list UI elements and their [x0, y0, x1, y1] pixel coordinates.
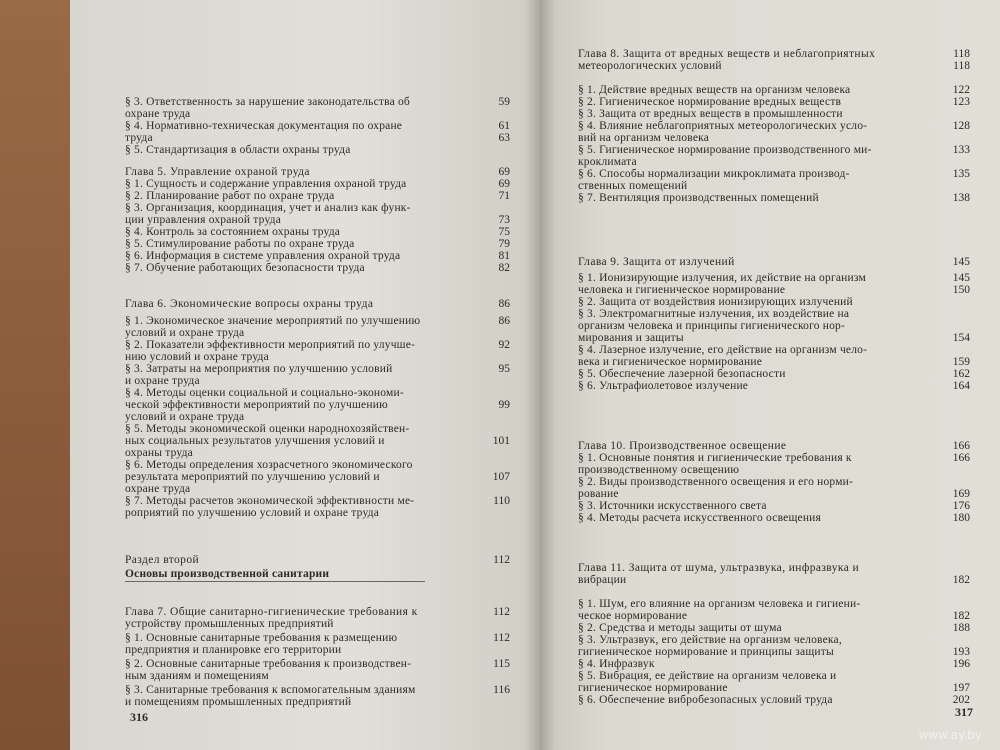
- toc-line: мирования и защиты: [578, 332, 684, 344]
- open-book: [20, 0, 1000, 750]
- toc-line: Глава 6. Экономические вопросы охраны труда: [125, 298, 374, 310]
- toc-line: и помещениям промышленных предприятий: [125, 696, 352, 708]
- toc-line: § 4. Методы расчета искусственного освещения: [578, 512, 822, 524]
- toc-line: § 1. Шум, его влияние на организм человека и гигиени-: [578, 598, 861, 610]
- toc-line: § 4. Лазерное излучение, его действие на организм чело-: [578, 344, 868, 356]
- toc-line: § 3. Защита от вредных веществ в промышленности: [578, 108, 843, 120]
- toc-line: § 5. Вибрация, ее действие на организм человека и: [578, 670, 837, 682]
- toc-line: § 7. Методы расчетов экономической эффективности ме-: [125, 495, 415, 507]
- toc-page-number: 118: [953, 60, 970, 72]
- toc-line: метеорологических условий: [578, 60, 722, 72]
- toc-line: нию условий и охране труда: [125, 351, 269, 363]
- toc-line: § 2. Основные санитарные требования к производствен-: [125, 658, 412, 670]
- toc-page-number: 166: [952, 440, 970, 452]
- toc-line: условий и охране труда: [125, 411, 245, 423]
- toc-line: результата мероприятий по улучшению условий и: [125, 471, 380, 483]
- toc-line: кроклимата: [578, 156, 637, 168]
- toc-page-number: 196: [952, 658, 970, 670]
- toc-page-number: 133: [952, 144, 970, 156]
- toc-line: охране труда: [125, 483, 191, 495]
- toc-line: § 2. Виды производственного освещения и его норми-: [578, 476, 854, 488]
- toc-page-number: 79: [498, 238, 510, 250]
- toc-page-number: 86: [498, 298, 510, 310]
- toc-line: ческой эффективности мероприятий по улучшению: [125, 399, 388, 411]
- toc-line: § 3. Электромагнитные излучения, их воздействие на: [578, 308, 850, 320]
- toc-line: § 1. Основные санитарные требования к размещению: [125, 632, 398, 644]
- toc-line: § 3. Организация, координация, учет и анализ как функ-: [125, 202, 411, 214]
- toc-page-number: 176: [952, 500, 970, 512]
- toc-page-number: 82: [498, 262, 510, 274]
- toc-page-number: 162: [952, 368, 970, 380]
- toc-line: производственному освещению: [578, 464, 740, 476]
- toc-page-number: 112: [493, 632, 510, 644]
- toc-page-number: 92: [498, 339, 510, 351]
- toc-line: условий и охране труда: [125, 327, 245, 339]
- toc-page-number: 197: [952, 682, 970, 694]
- toc-page-number: 154: [952, 332, 970, 344]
- toc-page-number: 118: [953, 48, 970, 60]
- toc-page-number: 166: [952, 452, 970, 464]
- toc-line: охраны труда: [125, 447, 193, 459]
- toc-line: ственных помещений: [578, 180, 688, 192]
- toc-line: § 7. Обучение работающих безопасности труда: [125, 262, 365, 274]
- toc-page-number: 180: [952, 512, 970, 524]
- toc-page-number: 107: [492, 471, 510, 483]
- left-page: [70, 0, 540, 750]
- toc-line: § 4. Методы оценки социальной и социально-экономи-: [125, 387, 404, 399]
- toc-line: века и гигиеническое нормирование: [578, 356, 763, 368]
- toc-line: устройству промышленных предприятий: [125, 618, 334, 630]
- toc-line: § 5. Методы экономической оценки народнохозяйствен-: [125, 423, 410, 435]
- toc-page-number: 202: [952, 694, 970, 706]
- toc-line: труда: [125, 132, 153, 144]
- toc-line: вий на организм человека: [578, 132, 710, 144]
- toc-page-number: 123: [952, 96, 970, 108]
- toc-line: организм человека и принципы гигиенического нор-: [578, 320, 846, 332]
- toc-line: § 2. Защита от воздействия ионизирующих излучений: [578, 296, 853, 308]
- toc-page-number: 193: [952, 646, 970, 658]
- toc-page-number: 75: [498, 226, 510, 238]
- toc-line: § 4. Влияние неблагоприятных метеорологических усло-: [578, 120, 868, 132]
- toc-page-number: 164: [952, 380, 970, 392]
- toc-line: § 5. Гигиеническое нормирование производственного ми-: [578, 144, 872, 156]
- toc-line: § 6. Информация в системе управления охраной труда: [125, 250, 401, 262]
- toc-line: § 6. Обеспечение вибробезопасных условий труда: [578, 694, 833, 706]
- toc-line: § 6. Методы определения хозрасчетного экономического: [125, 459, 413, 471]
- page-number: 317: [955, 705, 973, 719]
- toc-line: ных социальных результатов улучшения условий и: [125, 435, 385, 447]
- book-gutter: [525, 0, 555, 750]
- toc-line: Глава 5. Управление охраной труда: [125, 166, 310, 178]
- toc-line: ным зданиям и помещениям: [125, 670, 269, 682]
- toc-line: § 1. Действие вредных веществ на организм человека: [578, 84, 851, 96]
- toc-line: Глава 9. Защита от излучений: [578, 256, 735, 268]
- toc-line: § 2. Показатели эффективности мероприятий по улучше-: [125, 339, 416, 351]
- toc-page-number: 61: [498, 120, 510, 132]
- toc-line: гигиеническое нормирование и принципы защиты: [578, 646, 834, 658]
- toc-line: ческое нормирование: [578, 610, 688, 622]
- toc-page-number: 69: [498, 166, 510, 178]
- toc-page-number: 169: [952, 488, 970, 500]
- toc-page-number: 150: [952, 284, 970, 296]
- toc-line: ции управления охраной труда: [125, 214, 282, 226]
- right-page: [540, 0, 1000, 750]
- toc-line: § 3. Затраты на мероприятия по улучшению условий: [125, 363, 393, 375]
- toc-page-number: 145: [952, 272, 970, 284]
- toc-page-number: 112: [493, 554, 510, 566]
- toc-page-number: 69: [498, 178, 510, 190]
- toc-line: § 3. Ответственность за нарушение законодательства об: [125, 96, 410, 108]
- toc-page-number: 188: [952, 622, 970, 634]
- toc-line: Глава 11. Защита от шума, ультразвука, инфразвука и: [578, 562, 860, 574]
- toc-line: § 2. Планирование работ по охране труда: [125, 190, 335, 202]
- toc-line: § 4. Нормативно-техническая документация по охране: [125, 120, 403, 132]
- toc-line: § 1. Сущность и содержание управления охраной труда: [125, 178, 407, 190]
- toc-line: Глава 7. Общие санитарно-гигиенические требования к: [125, 606, 418, 618]
- toc-page-number: 81: [498, 250, 510, 262]
- toc-line: вибрации: [578, 574, 627, 586]
- toc-page-number: 101: [492, 435, 510, 447]
- toc-line: Основы производственной санитарии: [125, 568, 330, 580]
- toc-page-number: 145: [952, 256, 970, 268]
- toc-page-number: 99: [498, 399, 510, 411]
- toc-line: охране труда: [125, 108, 191, 120]
- toc-line: § 1. Ионизирующие излучения, их действие на организм: [578, 272, 866, 284]
- toc-page-number: 86: [498, 315, 510, 327]
- toc-line: § 4. Контроль за состоянием охраны труда: [125, 226, 341, 238]
- toc-line: Глава 10. Производственное освещение: [578, 440, 787, 452]
- toc-page-number: 63: [498, 132, 510, 144]
- toc-line: § 1. Экономическое значение мероприятий по улучшению: [125, 315, 421, 327]
- toc-line: § 3. Источники искусственного света: [578, 500, 767, 512]
- toc-line: предприятия и планировке его территории: [125, 644, 342, 656]
- toc-page-number: 116: [493, 684, 510, 696]
- toc-page-number: 135: [952, 168, 970, 180]
- toc-line: гигиеническое нормирование: [578, 682, 728, 694]
- toc-line: § 2. Гигиеническое нормирование вредных веществ: [578, 96, 842, 108]
- toc-page-number: 95: [498, 363, 510, 375]
- toc-page-number: 182: [952, 574, 970, 586]
- toc-line: § 4. Инфразвук: [578, 658, 655, 670]
- toc-page-number: 159: [952, 356, 970, 368]
- toc-page-number: 71: [498, 190, 510, 202]
- toc-page-number: 115: [493, 658, 510, 670]
- toc-line: § 1. Основные понятия и гигиенические требования к: [578, 452, 852, 464]
- toc-line: Раздел второй: [125, 554, 200, 566]
- toc-line: § 3. Санитарные требования к вспомогательным зданиям: [125, 684, 416, 696]
- toc-line: § 7. Вентиляция производственных помещений: [578, 192, 819, 204]
- toc-line: Глава 8. Защита от вредных веществ и неблагоприятных: [578, 48, 876, 60]
- toc-line: § 2. Средства и методы защиты от шума: [578, 622, 782, 634]
- toc-page-number: 122: [952, 84, 970, 96]
- toc-page-number: 59: [498, 96, 510, 108]
- toc-line: § 5. Стимулирование работы по охране труда: [125, 238, 355, 250]
- toc-line: § 3. Ультразвук, его действие на организм человека,: [578, 634, 842, 646]
- toc-line: рование: [578, 488, 619, 500]
- toc-line: и охране труда: [125, 375, 200, 387]
- toc-line: § 5. Стандартизация в области охраны труда: [125, 144, 351, 156]
- toc-page-number: 110: [493, 495, 510, 507]
- toc-line: § 6. Способы нормализации микроклимата производ-: [578, 168, 850, 180]
- toc-page-number: 73: [498, 214, 510, 226]
- toc-line: роприятий по улучшению условий и охране труда: [125, 507, 380, 519]
- toc-page-number: 112: [493, 606, 510, 618]
- toc-line: человека и гигиеническое нормирование: [578, 284, 786, 296]
- section-rule: [125, 581, 425, 582]
- watermark: www.ay.by: [918, 728, 982, 742]
- toc-page-number: 182: [952, 610, 970, 622]
- page-number: 316: [130, 710, 148, 724]
- toc-page-number: 128: [952, 120, 970, 132]
- toc-line: § 5. Обеспечение лазерной безопасности: [578, 368, 786, 380]
- toc-page-number: 138: [952, 192, 970, 204]
- toc-line: § 6. Ультрафиолетовое излучение: [578, 380, 749, 392]
